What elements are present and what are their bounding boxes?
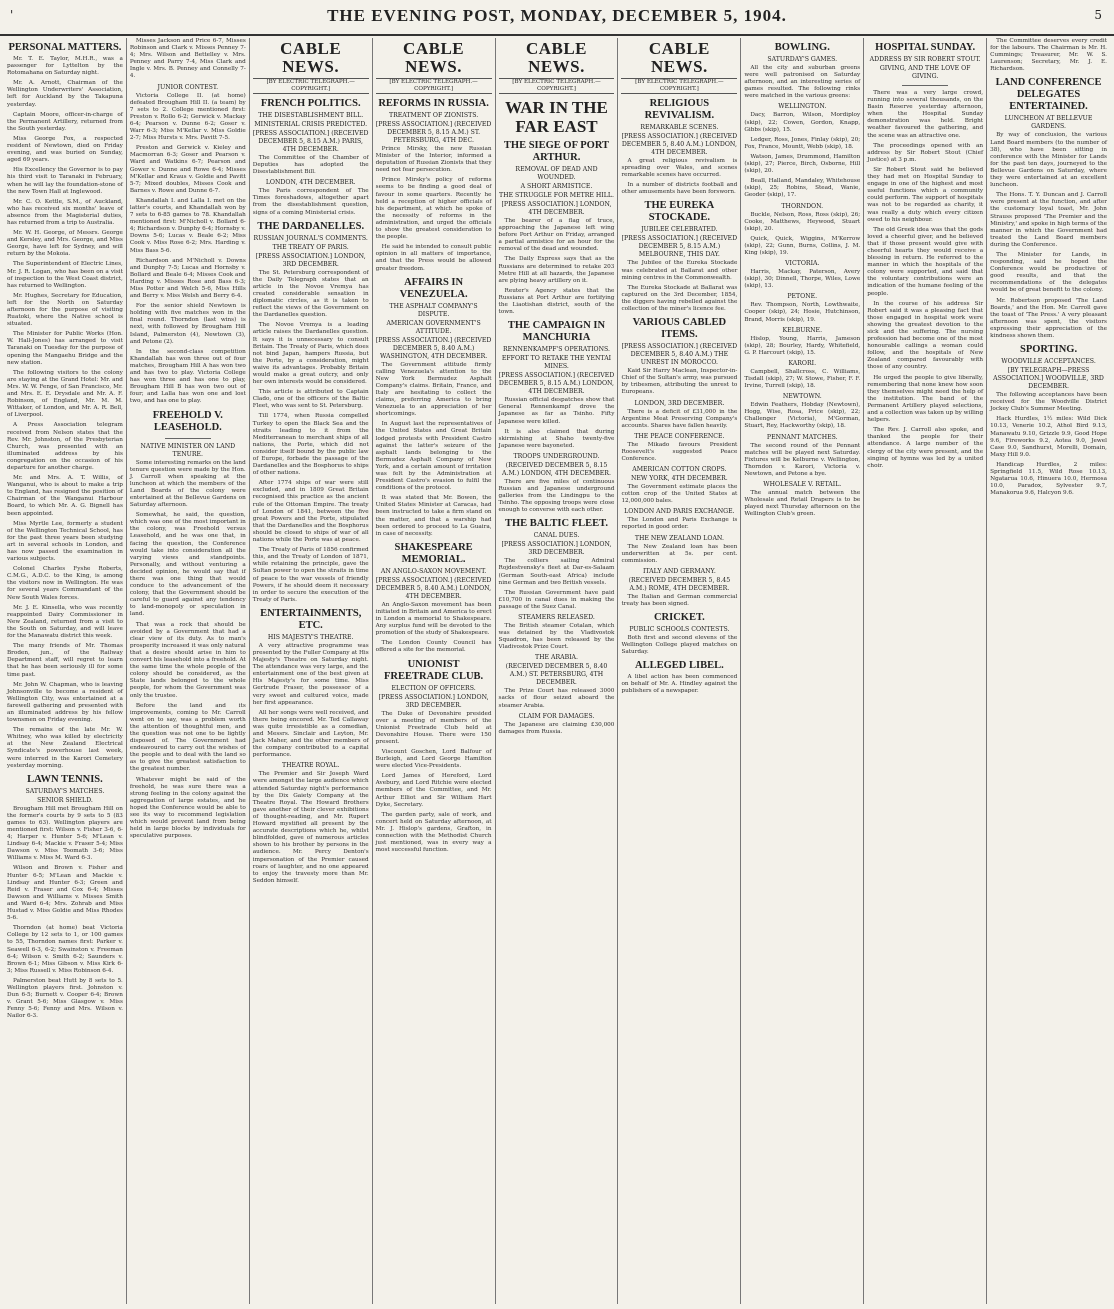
section-banner: CABLE NEWS.	[648, 39, 710, 76]
article-subheading: (RECEIVED DECEMBER 5, 8.40 A.M.) ST. PETERSBURG, 4TH DECEMBER.	[505, 663, 608, 687]
article-subheading: STEAMERS RELEASED.	[518, 614, 595, 621]
article-subheading: [PRESS ASSOCIATION.] (RECEIVED DECEMBER 5, 8.15 A.M.) ST. PETERSBURG, 4TH DEC.	[375, 121, 492, 144]
article-subheading: WHOLESALE V. RETAIL.	[763, 481, 842, 489]
article-subheading: THEATRE ROYAL.	[282, 762, 340, 770]
article-paragraph: Mr. Hughes, Secretary for Education, left for the North on Saturday afternoon for the purpose of visiting Ruatoki, where the Native school is situated.	[7, 292, 123, 328]
article-subheading: TREATMENT OF ZIONISTS.	[388, 112, 479, 119]
article-paragraph: Hack Hurdles, 1½ miles: Wild Dick 10.13, Venerie 10.2, Athol Bird 9.13, Manawatu 9.10, Grizzle 9.9, Good Hope 9.6, Fireworks 9.2, Aotea 9.0, Jewel Case 9.0, Sandhurst, Morelli, Domain, Maxy Hill 9.0.	[990, 416, 1107, 458]
article-paragraph: After 1774 ships of war were still excluded, and in 1809 Great Britain recognised this practice as the ancient rule of the Ottoman Empire. The treaty of London of 1841, between the five great Powers and the Porte, stipulated that the Dardanelles and the Bosphorus should be closed to ships of war of all nations while the Porte was at peace.	[252, 480, 369, 544]
article-headline: LAWN TENNIS.	[27, 773, 103, 785]
article-paragraph: Edwin Feathers, Hobday (Newtown), Hogg, Wise, Rosa, Price (skip), 22; Challenger (Victoria), M'Gorman, Stuart, Rey, Hackworthy (skip), 18.	[744, 402, 861, 430]
article-subheading: RENNENKAMPF'S OPERATIONS.	[502, 346, 611, 354]
article-subheading: NEWTOWN.	[782, 393, 822, 401]
column-1	[4, 38, 127, 1304]
article-headline: VARIOUS CABLED ITEMS.	[632, 317, 727, 341]
article-paragraph: Mr. C. O. Kettle, S.M., of Auckland, who has received six months' leave of absence from the Magisterial duties, has returned from a trip to Australia.	[7, 198, 123, 226]
column-3	[250, 38, 373, 1304]
article-subheading: GIVING, AND THE LOVE OF GIVING.	[879, 65, 971, 80]
article-paragraph: A very attractive programme was presented by the Fuller Company at His Majesty's Theatre on Saturday night. The attendance was very large, and the entertainment one of the best given at His Majesty's for some time. Miss Gertrude Fraser, the possessor of a very sweet and cultured voice, made her first appearance.	[252, 642, 369, 706]
article-paragraph: Mr. Robertson proposed 'The Land Boards,' and the Hon. Mr. Carroll gave the toast of 'The Press.' A very pleasant afternoon was spent, the visitors expressing their appreciation of the kindness shown them.	[990, 297, 1107, 339]
banner-subline: [BY ELECTRIC TELEGRAPH.—COPYRIGHT.]	[376, 78, 492, 94]
article-paragraph: The Minister for Public Works (Hon. W. Hall-Jones) has arranged to visit Taranaki on Tuesday for the purpose of opening the Mangaehu Bridge and the new station.	[7, 331, 123, 366]
article-subheading: [PRESS ASSOCIATION.] (RECEIVED DECEMBER 5, 8.40 A.M.) LONDON, 4TH DECEMBER.	[621, 133, 738, 156]
article-paragraph: Mr. T. E. Taylor, M.H.R., was a passenger for Lyttelton by the Rotomahana on Saturday night.	[7, 56, 123, 77]
article-paragraph: Miss George Fox, a respected resident of Newtown, died on Friday evening, and was buried on Sunday, aged 69 years.	[7, 135, 123, 164]
article-paragraph: The proceedings opened with an address by Sir Robert Stout (Chief Justice) at 3 p.m.	[867, 142, 984, 163]
article-paragraph: Watson, James, Drummond, Hamilton (skip), 27; Pierce, Birch, Osborne, Hill (skip), 20.	[744, 153, 861, 175]
article-paragraph: The Treaty of Paris of 1856 confirmed this, and the Treaty of London of 1871, while retaining the principle, gave the Sultan power to open the straits in time of peace to the war vessels of friendly Powers, if he should deem it necessary in order to secure the execution of the Treaty of Paris.	[252, 547, 369, 603]
article-paragraph: The remains of the late Mr. W. Whitney, who was killed by electricity at the New Zealand Electrical Syndicate's powerhouse last week, were interred in the Karori Cemetery yesterday morning.	[7, 727, 123, 769]
article-subheading: [PRESS ASSOCIATION.] (RECEIVED DECEMBER 5, 8.40 A.M.) WASHINGTON, 4TH DECEMBER.	[375, 336, 492, 360]
article-subheading: JUNIOR CONTEST.	[157, 83, 219, 91]
article-subheading: PUBLIC SCHOOLS CONTESTS.	[629, 626, 730, 633]
article-paragraph: For the senior shield Newtown is holding with five matches won in the final round. Thorndon (last wins) is next, with followed by Brougham Hill Island, Palmerston (4), Newtown (3), and Petone (2).	[129, 303, 246, 345]
article-subheading: JUBILEE CELEBRATED.	[641, 226, 718, 234]
article-headline: RELIGIOUS REVIVALISM.	[644, 98, 715, 121]
article-subheading: LONDON, 4TH DECEMBER.	[265, 179, 356, 187]
article-subheading: REMARKABLE SCENES.	[640, 124, 719, 131]
article-paragraph: Prince Mirsky's policy of reforms seems to be finding a good deal of favour in some quarters. Recently he held a reception of higher officials of his department, at which he spoke of the necessity of reforms in the administration, and urged the officials to show the greatest consideration to the people.	[375, 177, 492, 241]
article-subheading: [PRESS ASSOCIATION.] (RECEIVED DECEMBER 5, 8.40 A.M.) LONDON, 4TH DECEMBER.	[375, 576, 492, 600]
article-subheading: [PRESS ASSOCIATION.] (RECEIVED DECEMBER 5, 8.15 A.M.) MELBOURNE, THIS DAY.	[621, 235, 738, 259]
article-paragraph: The many friends of Mr. Thomas Broden, jun., of the Railway Department staff, will regret to learn that he has been seriously ill for some time past.	[7, 643, 123, 678]
article-paragraph: The Committee of the Chamber of Deputies has adopted the Disestablishment Bill.	[252, 155, 369, 176]
article-paragraph: The British steamer Cotalan, which was detained by the Vladivostok Squadron, has been released by the Vladivostok Prize Court.	[498, 623, 615, 651]
article-paragraph: By way of conclusion, the various Land Board members (to the number of 38), who have been sitting in conference with the Minister for Lands for the past ten days, journeyed to the Bellevue Gardens on Saturday, where they were entertained at an excellent luncheon.	[990, 132, 1107, 189]
article-subheading: EFFORT TO RETAKE THE YENTAI MINES.	[501, 355, 612, 371]
article-paragraph: The Novoe Vremya is a leading article raises the Dardanelles question. It says it is unnecessary to consult Britain. The Treaty of Paris, which does not bind Japan, hampers Russia, but the Porte, by a consideration, might waive its advantages. Probably Britain would make a great outcry, and only her own interests would be considered.	[252, 322, 369, 386]
section-banner: CABLE NEWS.	[403, 39, 465, 76]
article-paragraph: The Russian Government have paid £10,700 in canal dues in making the passage of the Suez Canal.	[498, 589, 615, 610]
article-paragraph: Before the land and its improvements, coming to Mr. Carroll went on to say, was a problem worth the attention of thoughtful men, and the question was not one to be lightly disposed of. The Government had endeavoured to carry out the wishes of the people and to deal with the land so as to give the greatest satisfaction to the greatest number.	[129, 702, 246, 773]
article-paragraph: Lord James of Hereford, Lord Avebury, and Lord Ritchie were elected members of the Committee, and Mr. Arthur Elliot and Sir William Hart Dyke, Secretary.	[375, 773, 492, 808]
article-paragraph: Victoria College II. (at home) defeated Brougham Hill II. (a team) by 7 sets to 2. College mentioned first: Preston v. Rollo 6-2; Gerwick v. Mackay 6-4; Pearson v. Dunne 6-2; Goser v. Warr 6-3; Miss M'Kellar v. Miss Goldie 2-7; Miss Hursts v. Mrs. Pavitt 7-5.	[129, 92, 246, 142]
article-subheading: KELBURNE.	[782, 326, 823, 334]
article-headline: THE SIEGE OF PORT ARTHUR.	[503, 140, 610, 163]
article-paragraph: The Mikado favours President Roosevelt's suggested Peace Conference.	[621, 441, 738, 462]
article-headline: REFORMS IN RUSSIA.	[378, 98, 489, 109]
section-banner: CABLE NEWS.	[525, 39, 588, 76]
page-mark: '	[10, 8, 14, 22]
article-paragraph: Viscount Goschen, Lord Balfour of Burleigh, and Lord George Hamilton were elected Vice-Presidents.	[375, 748, 492, 770]
column-9	[987, 38, 1110, 1304]
article-paragraph: The annual match between the Wholesale and Retail Drapers is to be played next Thursday afternoon on the Wellington Club's green.	[744, 490, 861, 518]
article-paragraph: Khandallah I. and Lalla I. met on the latter's courts, and Khandallah won by 7 sets to 6-85 games to 78. Khandallah mentioned first: M'Nicholl v. Bollard 6-4; Richardson v. Dunphy 6-4; Hornsby v. Downs 5-6; Lucas v. Beale 6-2; Miss Cook v. Miss Rose 6-2; Mrs. Harding v. Miss Bass 5-6.	[129, 197, 246, 254]
article-paragraph: This article is attributed to Captain Clado, one of the officers of the Baltic Fleet, who was sent to St. Petersburg.	[252, 389, 369, 410]
banner-subline: [BY ELECTRIC TELEGRAPH.—COPYRIGHT.]	[499, 78, 615, 94]
article-paragraph: The Rev. J. Carroll also spoke, and thanked the people for their attendance. A large number of the clergy of the city were present, and the singing of hymns was led by a united choir.	[867, 427, 984, 469]
article-headline: WAR IN THE FAR EAST	[505, 98, 608, 136]
article-headline: AFFAIRS IN VENEZUELA.	[399, 276, 468, 300]
article-paragraph: Russian official despatches show that General Rennenkampf drove the Japanese as far as Tsinho. Fifty Japanese were killed.	[498, 397, 615, 425]
article-subheading: TROOPS UNDERGROUND.	[513, 452, 600, 460]
article-paragraph: In August last the representatives of the United States and Great Britain lodged protests with President Castro against the latter's seizure of the asphalt lands belonging to the Bermudez Asphalt Company of New York, and a certain amount of irritation was felt by the Administration at President Castro's evasion to fulfil the conditions of the protocol.	[375, 421, 492, 492]
article-subheading: ELECTION OF OFFICERS.	[391, 684, 476, 692]
article-paragraph: In the second-class competition Khandallah has won three out of four matches, Brougham Hill A has won two and has two to play. Victoria College has won three and has one to play, Brougham Hill B has won two out of four; and Lalla has won one and lost two, and has one to play.	[129, 348, 246, 405]
article-paragraph: Harris, Mackay, Paterson, Avery (skip), 30; Dinnell, Thorpe, Wiles, Lowe (skip), 13.	[744, 269, 861, 290]
article-paragraph: Quick, Quick, Wiggins, M'Kerrow (skip), 22; Gunn, Burns, Collins, J. M. King (skip), 19.	[744, 235, 861, 256]
article-subheading: [PRESS ASSOCIATION.] LONDON, 3RD DECEMBER.	[501, 541, 612, 557]
article-paragraph: The St. Petersburg correspondent of the Daily Telegraph states that an article in the Novoe Vremya has created considerable sensation in diplomatic circles, as it is taken to reflect the views of the Government on the Dardanelles question.	[252, 269, 369, 319]
article-paragraph: All the city and suburban greens were well patronised on Saturday afternoon, and an interesting series of games resulted. The following rinks were matched in the various greens:	[744, 65, 861, 100]
article-headline: SPORTING.	[1019, 344, 1078, 356]
article-subheading: THE DISESTABLISHMENT BILL.	[258, 112, 364, 119]
article-subheading: LONDON, 3RD DECEMBER.	[634, 399, 725, 407]
article-paragraph: Sir Robert Stout said he believed they had met on Hospital Sunday to engage in one of the highest and most useful functions which a community could perform. The support of hospitals was not to be regarded as charity, it was really a duty which every citizen owed to his neighbour.	[867, 166, 984, 223]
column-4	[373, 38, 496, 1304]
article-paragraph: The Jubilee of the Eureka Stockade was celebrated at Ballarat and other mining centres in the Commonwealth.	[621, 260, 738, 281]
article-paragraph: Somewhat, he said, the question, which was one of the most important in the colony, was Freehold versus Leasehold, and he was one that, in facing the question, the Conference would take into consideration all the varying views and standpoints. Personally, and without venturing a decided opinion, he would say that if there was one thing that would conduce to the advancement of the colony, that the Government should be careful to guard against any tendency to land-monopoly or speculation in land.	[129, 512, 246, 618]
article-paragraph: The Hons. T. Y. Duncan and J. Carroll were present at the function, and after the customary loyal toast, Mr. John Strauss proposed 'The Premier and the Ministry,' and spoke in high terms of the manner in which the Government had treated the Land Board members during the Conference.	[990, 192, 1107, 248]
article-paragraph: Some interesting remarks on the land tenure question were made by the Hon. J. Carroll when speaking at the luncheon at which the members of the Land Boards of the colony were entertained at the Bellevue Gardens on Saturday afternoon.	[129, 459, 246, 509]
article-paragraph: Both first and second elevens of the Wellington College played matches on Saturday.	[621, 635, 738, 656]
article-subheading: PETONE.	[787, 293, 818, 301]
article-paragraph: Thorndon (at home) beat Victoria College by 12 sets to 1, or 100 games to 55, Thorndon names first: Parker v. Seawell 6-3, 6-2; Swainston v. Freeman 6-4; Wilson v. Smith 6-2; Saunders v. Brown 6-1; Miss Gibson v. Miss Kirk 6-3; Miss Russell v. Miss Robinson 6-4.	[7, 925, 123, 974]
article-paragraph: Brougham Hill met Brougham Hill on the former's courts by 9 sets to 5 (83 games to 63). Wellington players are mentioned first: Wilson v. Fisher 3-6, 6-4; Harper v. Hunter 5-6; M'Lean v. Lindsay 6-4; Mackie v. Fraser 5-4; Miss Dawson v. Miss Toomath 3-6; Miss Williams v. Miss M. Ward 6-3.	[7, 805, 123, 862]
article-paragraph: There are five miles of continuous Russian and Japanese underground galleries from the Lindingpu to the Tsinho. The opposing troops were close enough to converse with each other.	[498, 478, 615, 514]
article-paragraph: It is also claimed that during skirmishing at Shaho twenty-five Japanese were bayoneted.	[498, 428, 615, 449]
article-paragraph: The colliers sailing Admiral Rojdestvensky's fleet at Dar-es-Salaam (German South-east Africa) include nine German and two British vessels.	[498, 558, 615, 586]
article-paragraph: Miss Myrtle Lee, formerly a student of the Wellington Technical School, has for the past three years been studying art in several schools in London, and has now passed the examination in various subjects.	[7, 520, 123, 563]
article-paragraph: The London County Council has offered a site for the memorial.	[375, 640, 492, 654]
article-paragraph: All her songs were well received, and there being encored. Mr. Ted Callaway was quite irresistible as a comedian, and Messrs. Sinclair and Leyton, Mr. Jack Maher, and the other members of the company contributed to a capital performance.	[252, 709, 369, 759]
article-paragraph: Mr. J. E. Kinsella, who was recently reappointed Dairy Commissioner in New Zealand, returned from a visit to the South on Saturday, and will leave for the Manawatu district this week.	[7, 604, 123, 640]
article-headline: UNIONIST FREETRADE CLUB.	[384, 658, 484, 682]
article-paragraph: The Japanese are claiming £30,000 damages from Russia.	[498, 721, 615, 735]
article-subheading: VICTORIA.	[785, 260, 820, 268]
article-headline: THE DARDANELLES.	[257, 220, 365, 232]
column-rule	[165, 438, 211, 439]
article-paragraph: Buckle, Nelson, Ross, Ross (skip), 26; Cooke, Matthews, Heywood, Stuart (skip), 20.	[744, 211, 861, 232]
article-subheading: THE NEW ZEALAND LOAN.	[634, 534, 724, 542]
article-subheading: THE TREATY OF PARIS.	[272, 243, 349, 251]
article-paragraph: Campbell, Shallcross, C. Williams, Tisdall (skip), 27; W. Stowe, Fisher, F. F. Irvine, Turrell (skip), 18.	[744, 368, 861, 390]
article-subheading: NEW YORK, 4TH DECEMBER.	[630, 475, 728, 483]
column-6	[618, 38, 741, 1304]
article-headline: HOSPITAL SUNDAY.	[875, 42, 976, 53]
column-5	[496, 38, 619, 1304]
article-paragraph: Mr. John W. Chapman, who is leaving Johnsonville to become a resident of Wellington City, was entertained at a farewell gathering and presented with an illuminated address by his fellow townsmen on Friday evening.	[7, 681, 123, 724]
column-7	[741, 38, 864, 1304]
article-paragraph: Reuter's Agency states that the Russians at Port Arthur are fortifying the Liaotishan district, south of the town.	[498, 287, 615, 316]
article-paragraph: Misses Jackson and Price 6-7, Misses Robinson and Clark v. Misses Penney 7-4; Mrs. Wilson and Bettelley v. Mrs. Penney and Parry 7-4, Miss Clark and Ingle v. Mrs. B. Penney and Connelly 7-4.	[129, 38, 246, 80]
article-headline: THE BALTIC FLEET.	[504, 518, 608, 530]
article-paragraph: The London and Paris Exchange is reported in good order.	[621, 517, 738, 531]
article-headline: FRENCH POLITICS.	[260, 98, 361, 109]
column-rule	[902, 85, 948, 86]
article-paragraph: There is a deficit of £31,000 in the Argentine Meat Preserving Company's accounts. Shares have fallen heavily.	[621, 408, 738, 429]
article-paragraph: There was a very large crowd, running into several thousands, on the Basin Reserve yesterday afternoon, when the Hospital Sunday demonstration was held. Bright weather favoured the gathering, and the scene was an attractive one.	[867, 90, 984, 139]
article-paragraph: A great religious revivalism is spreading over Wales, and scenes remarkable scenes have occurred.	[621, 158, 738, 179]
article-paragraph: He urged the people to give liberally, remembering that none knew how soon they themselves might need the help of the institution. The band of the Permanent Artillery played selections, and a collection was taken up by willing helpers.	[867, 374, 984, 424]
article-subheading: A SHORT ARMISTICE.	[520, 183, 593, 190]
article-paragraph: The bearer of a flag of truce, approaching the Japanese left wing before Port Arthur on Friday, arranged a partial armistice for an hour for the removal of the dead and wounded.	[498, 218, 615, 253]
article-paragraph: Mr. and Mrs. A. T. Willis, of Wanganui, who is about to make a trip to England, has resigned the position of Chairman of the Wanganui Harbour Board, to which Mr. A. G. Bignell has been appointed.	[7, 475, 123, 517]
article-subheading: WOODVILLE ACCEPTANCES.	[1001, 358, 1096, 366]
article-headline: ENTERTAINMENTS, ETC.	[260, 607, 362, 631]
article-paragraph: A libel action has been commenced on behalf of Mr. A. Hindley against the publishers of a newspaper.	[621, 674, 738, 695]
article-subheading: NATIVE MINISTER ON LAND TENURE.	[140, 442, 236, 458]
article-paragraph: Wilson and Brown v. Fisher and Hunter 6-5; M'Lean and Mackie v. Lindsay and Hunter 6-3; Green and Reid v. Fraser and Cox 6-4; Misses Dawson and Williams v. Misses Smith and Ward 6-4; Mrs. Zohrab and Miss Hustad v. Miss Goldie and Miss Rhodes 5-6.	[7, 865, 123, 922]
article-paragraph: The Paris correspondent of The Times foreshadows, altogether apart from the disestablishment question, signs of a coming Ministerial crisis.	[252, 188, 369, 216]
article-paragraph: Dacy, Barron, Wilson, Mordiploy (skip), 22; Cowen, Gordon, Knapp, Gibbs (skip), 15.	[744, 112, 861, 133]
masthead	[0, 0, 1114, 36]
article-headline: FREEHOLD V. LEASEHOLD.	[152, 409, 223, 433]
article-paragraph: Richardson and M'Nicholl v. Downs and Dunphy 7-5; Lucas and Hornsby v. Bollard and Beale 6-4; Misses Cook and Harding v. Misses Rose and Bass 6-3; Miss Potter and Welch 5-6, Miss Hills and Berry v. Miss Welsh and Berry 6-4.	[129, 257, 246, 300]
article-paragraph: An Anglo-Saxon movement has been initiated in Britain and America to erect in London a memorial to Shakespeare. Any surplus fund will be devoted to the promotion of the study of Shakespeare.	[375, 601, 492, 637]
article-headline: PERSONAL MATTERS.	[8, 42, 122, 53]
article-subheading: THE ARABIA.	[534, 654, 578, 662]
article-paragraph: That was a rock that should be avoided by a Government that had a clear view of its duty. As to man's prosperity increased it was only natural that a desire should arise in him to convert his leasehold into a freehold. At the same time the whole people of the colony should be considered, as the State lands belonged to the whole people, for whom the Government was only the trustee.	[129, 621, 246, 699]
article-subheading: REMOVAL OF DEAD AND WOUNDED.	[515, 166, 598, 181]
banner-subline: [BY ELECTRIC TELEGRAPH.—COPYRIGHT.]	[253, 78, 369, 94]
article-paragraph: Rev. Thompson, North, Lowthwaite, Cooper (skip), 24; Hosie, Hutchinson, Brand, Morris (skip), 19.	[744, 302, 861, 323]
article-subheading: THE ASPHALT COMPANY'S DISPUTE.	[389, 302, 478, 318]
article-paragraph: In a number of districts football and other amusements have been forsworn.	[621, 182, 738, 196]
article-paragraph: Whatever might be said of the freehold, he was sure there was a strong feeling in the colony against the aggregation of large estates, and he hoped the Conference would be able to see its way to recommend legislation which would prevent land from being held in large blocks by individuals for speculative purposes.	[129, 776, 246, 840]
article-subheading: SATURDAY'S GAMES.	[767, 56, 838, 63]
article-paragraph: The following visitors to the colony are staying at the Grand Hotel: Mr. and Mrs. W. W. Fenge, of San Francisco, Mr. and Mrs. E. E. Drysdale and Mr. A. F. Robinson, of England, Mr. M. M. Wittaker, of London, and Mr. A. R. Bell, of Liverpool.	[7, 369, 123, 419]
article-paragraph: Colonel Charles Fyshe Roberts, C.M.G., A.D.C. to the King, is among the visitors now in Wellington. He was for several years Commandant of the New South Wales forces.	[7, 566, 123, 601]
article-subheading: THORNDON.	[781, 202, 824, 210]
article-paragraph: His Excellency the Governor is to pay his third visit to Taranaki in February, when he will lay the foundation-stone of the new Town Hall at Inglewood.	[7, 167, 123, 195]
article-subheading: PENNANT MATCHES.	[766, 433, 838, 441]
article-paragraph: The Italian and German commercial treaty has been signed.	[621, 593, 738, 607]
article-subheading: [BY TELEGRAPH—PRESS ASSOCIATION.] WOODVILLE, 3RD DECEMBER.	[993, 367, 1104, 391]
article-subheading: RUSSIAN JOURNAL'S COMMENTS.	[253, 234, 368, 242]
article-paragraph: The Eureka Stockade at Ballarat was captured on the 3rd December, 1854, the diggers having rebelled against the collection of the miner's licence fee.	[621, 284, 738, 313]
article-paragraph: He said he intended to consult public opinion in all matters of importance, and that the Press would be allowed greater freedom.	[375, 244, 492, 272]
article-subheading: [PRESS ASSOCIATION.] LONDON, 3RD DECEMBER.	[255, 252, 366, 268]
article-subheading: (RECEIVED DECEMBER 5, 8.15 A.M.) LONDON, 4TH DECEMBER.	[502, 461, 611, 477]
article-paragraph: The Premier and Sir Joseph Ward were amongst the large audience which attended Saturday night's performance by the Dix Gaiety Company at the Theatre Royal. The Howard Brothers gave another of their clever exhibitions of thought-reading, and Mr. Rupert Howard mystified all present by the accurate descriptions which he, whilst blindfolded, gave of numerous articles shown to his brother by persons in the audience. Mr. Percy Denton's impersonation of the Premier caused roars of laughter, and no one appeared to enjoy the travesty more than Mr. Seddon himself.	[252, 771, 369, 884]
article-paragraph: The second round of the Pennant matches will be played next Saturday. Fixtures will be Kelburne v. Wellington, Thorndon v. Karori, Victoria v. Newtown, and Petone a bye.	[744, 442, 861, 477]
column-8	[864, 38, 987, 1304]
article-paragraph: The Superintendent of Electric Lines, Mr. J. R. Logan, who has been on a visit of inspection to the West Coast district, has returned to Wellington.	[7, 261, 123, 289]
article-subheading: ITALY AND GERMANY.	[642, 567, 716, 575]
article-paragraph: Handicap Hurdles, 2 miles: Springfield 11.5, Wild Rose 10.13, Ngatarua 10.6, Hinuera 10.0, Hermosa 10.0, Paradox, Sylvester 9.7, Manakorua 9.6, Halcyon 9.6.	[990, 461, 1107, 497]
article-paragraph: The old Greek idea was that the gods loved a cheerful giver, and he believed that if those present would give with cheerful hearts they would receive a blessing in return. He referred to the manner in which the hospitals of the colony were supported, and said that the voluntary contributions were an indication of the humane feeling of the people.	[867, 226, 984, 297]
column-2	[127, 38, 250, 1304]
article-paragraph: The Committee deserves every credit for the labours. The Chairman is Mr. H. Cummings; Treasurer, Mr. W. S. Laurenson; Secretary, Mr. J. E. Richardson.	[990, 38, 1107, 73]
article-subheading: HIS MAJESTY'S THEATRE.	[267, 633, 354, 641]
page-number: 5	[1094, 8, 1102, 22]
article-paragraph: The Daily Express says that as the Russians are determined to retake 203 Metre Hill at all hazards, the Japanese are plying heavy artillery on it.	[498, 256, 615, 284]
article-paragraph: The Government estimate places the cotton crop of the United States at 12,000,000 bales.	[621, 484, 738, 505]
article-paragraph: It was stated that Mr. Bowen, the United States Minister at Caracas, had been instructed to take a firm stand on the matter, and that a warship had been ordered to proceed to La Guaira, in case of necessity.	[375, 495, 492, 537]
article-paragraph: Till 1774, when Russia compelled Turkey to open the Black Sea and the straits leading to it from the Mediterranean to merchant ships of all nations, the Porte, which did not consider itself bound by the public law of Europe, forbade the passage of the Dardanelles and the Bosphorus to ships of other nations.	[252, 413, 369, 477]
article-subheading: [PRESS ASSOCIATION.] LONDON, 3RD DECEMBER.	[378, 693, 489, 709]
banner-subline: [BY ELECTRIC TELEGRAPH.—COPYRIGHT.]	[621, 78, 737, 94]
article-paragraph: The Prize Court has released 3000 sacks of flour seized aboard the steamer Arabia.	[498, 688, 615, 709]
article-headline: BOWLING.	[774, 42, 830, 53]
article-paragraph: Mr. W. H. George, of Messrs. George and Kersley, and Mrs. George, and Miss George, have left for Sydney, and will return by the Mokoia.	[7, 230, 123, 258]
article-subheading: [PRESS ASSOCIATION.] LONDON, 4TH DECEMBER.	[501, 201, 612, 216]
article-paragraph: Ledger, Ross, Jones, Finlay (skip), 20; Fox, France, Mountt, Webb (skip), 18.	[744, 136, 861, 150]
article-headline: SHAKESPEARE MEMORIAL.	[394, 541, 473, 565]
article-subheading: [PRESS ASSOCIATION.] (RECEIVED DECEMBER 5, 8.15 A.M.) PARIS, 4TH DECEMBER.	[252, 130, 369, 153]
article-subheading: CLAIM FOR DAMAGES.	[518, 712, 595, 720]
article-subheading: [PRESS ASSOCIATION.] (RECEIVED DECEMBER 5, 8.15 A.M.) LONDON, 4TH DECEMBER.	[498, 372, 615, 396]
article-subheading: ADDRESS BY SIR ROBERT STOUT.	[869, 56, 981, 63]
article-paragraph: Mr. A. Arnott, Chairman of the Wellington Underwriters' Association, left for Auckland by the Takapuna yesterday.	[7, 80, 123, 108]
article-subheading: AMERICAN COTTON CROPS.	[632, 466, 727, 474]
article-subheading: AMERICAN GOVERNMENT'S ATTITUDE.	[386, 319, 481, 335]
article-paragraph: Prince Mirsky, the new Russian Minister of the Interior, informed a deputation of Russian Zionists that they need not fear persecution.	[375, 146, 492, 174]
article-subheading: [PRESS ASSOCIATION.] (RECEIVED DECEMBER 5, 8.40 A.M.) THE UNREST IN MOROCCO.	[621, 343, 738, 367]
article-paragraph: The Government attitude firmly calling Venezuela's attention to the New York Bermudez Asphalt Company's claims. Britain, France, and Italy are hesitating to collect the claims, preferring America to bring Venezuela to an appreciation of her shortcomings.	[375, 361, 492, 418]
article-paragraph: Palmerston beat Hutt by 8 sets to 5. Wellington players first. Johnston v. Dun 6-5; Burnett v. Cooper 6-4; Brown v. Grant 5-6; Miss Glasgow v. Miss Fenny 5-6; Fenny and Mrs. Wilson v. Nailor 6-3.	[7, 977, 123, 1020]
article-paragraph: A Press Association telegram received from Nelson states that the Rev. Mr. Johnston, of the Presbyterian Church, was presented with an illuminated address by his congregation on the occasion of his departure for another charge.	[7, 422, 123, 471]
article-paragraph: Captain Moore, officer-in-charge of the Permanent Artillery, returned from the South yesterday.	[7, 111, 123, 132]
article-paragraph: Preston and Gerwick v. Kieley and Macmorran 6-3; Goser and Pearson v. Ward and Watkins 6-7; Pearson and Gower v. Dunne and Rowe 6-4; Misses M'Kellar and Kraus v. Goldie and Pavitt 5-7; Mixed doubles, Misses Cook and Barnes v. Rowe and Dunne 6-7.	[129, 145, 246, 194]
article-subheading: CANAL DUES.	[533, 532, 580, 540]
article-paragraph: The following acceptances have been received for the Woodville District Jockey Club's Summer Meeting.	[990, 392, 1107, 413]
newspaper-title: THE EVENING POST, MONDAY, DECEMBER 5, 1904.	[327, 6, 787, 25]
article-paragraph: In the course of his address Sir Robert said it was a pleasing fact that those engaged in hospital work were showing the greatest devotion to the sick and the suffering. The nursing profession had become one of the most honourable callings a woman could follow, and the hospitals of New Zealand compared favourably with those of any country.	[867, 300, 984, 371]
article-paragraph: Hislop, Young, Harris, Jameson (skip), 28; Bourley, Hardy, Whitefield, G. P. Harcourt (skip), 15.	[744, 335, 861, 356]
article-subheading: LONDON AND PARIS EXCHANGE.	[624, 508, 735, 516]
article-subheading: THE STRUGGLE FOR METRE HILL.	[499, 192, 614, 199]
article-subheading: SENIOR SHIELD.	[37, 796, 93, 804]
article-headline: THE EUREKA STOCKADE.	[644, 200, 715, 224]
article-subheading: THE PEACE CONFERENCE.	[634, 432, 725, 440]
article-subheading: WELLINGTON.	[778, 103, 827, 111]
article-paragraph: Beall, Halland, Mandaley, Whitehouse (skip), 25; Robins, Stead, Wanie, Geoder (skip), 17.	[744, 178, 861, 199]
article-headline: ALLEGED LIBEL.	[635, 660, 724, 672]
article-subheading: (RECEIVED DECEMBER 5, 8.45 A.M.) ROME, 4TH DECEMBER.	[628, 576, 731, 592]
article-subheading: AN ANGLO-SAXON MOVEMENT.	[380, 567, 487, 575]
article-headline: CRICKET.	[653, 612, 705, 623]
article-subheading: MINISTERIAL CRISIS PREDICTED.	[254, 121, 368, 128]
article-subheading: KARORI.	[788, 359, 817, 367]
column-area	[4, 38, 1110, 1304]
article-subheading: SATURDAY'S MATCHES.	[25, 787, 105, 795]
article-paragraph: The Minister for Lands, in responding, said he hoped the Conference would be productive of good results, and that the recommendations of the delegates would be of great benefit to the colony.	[990, 251, 1107, 294]
article-paragraph: Kaid Sir Harry Maclean, Inspector-in-Chief of the Sultan's army, was pursued by tribesmen, attributing the unrest to Europeans.	[621, 368, 738, 396]
article-paragraph: The Duke of Devonshire presided over a meeting of members of the Unionist Freetrade Club held at Devonshire House. There were 150 present.	[375, 710, 492, 745]
article-headline: THE CAMPAIGN IN MANCHURIA	[507, 320, 606, 344]
article-paragraph: The New Zealand loan has been underwritten at 5s. per cent. commission.	[621, 543, 738, 564]
section-banner: CABLE NEWS.	[280, 39, 342, 76]
article-headline: LAND CONFERENCE DELEGATES ENTERTAINED.	[995, 77, 1102, 113]
article-subheading: LUNCHEON AT BELLEVUE GARDENS.	[1004, 115, 1093, 131]
article-paragraph: The garden party, sale of work, and concert held on Saturday afternoon, at Mr. J. Hislop's gardens, Grafton, in connection with the Methodist Church just mentioned, was in every way a most successful function.	[375, 811, 492, 854]
